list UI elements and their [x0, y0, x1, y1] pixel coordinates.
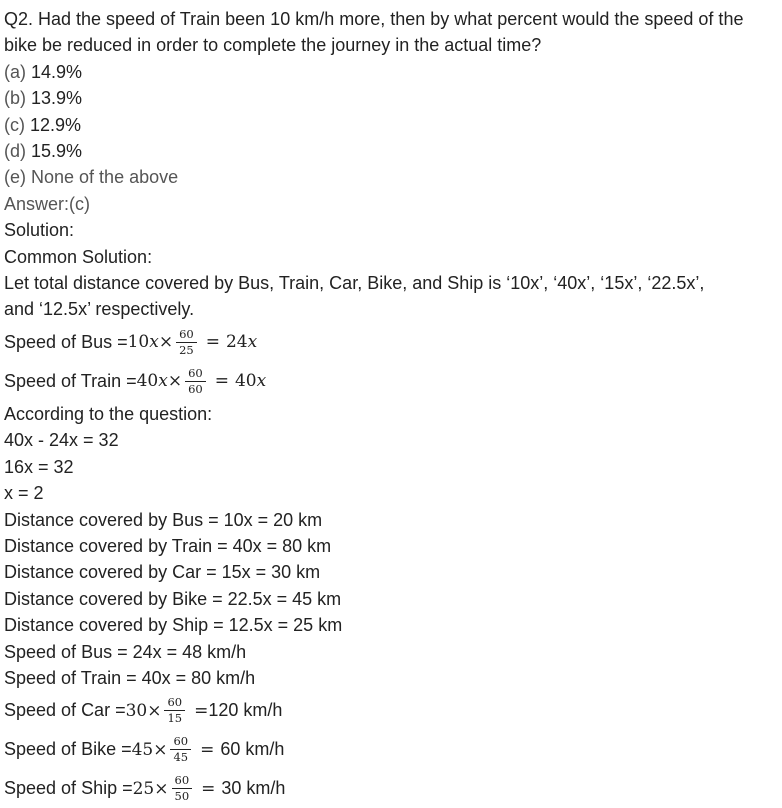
solution-line: Distance covered by Train = 40x = 80 km: [4, 535, 332, 556]
fraction: [164, 696, 185, 725]
option-e: [4, 164, 782, 190]
equals-sign: =: [205, 332, 220, 353]
result-variable: x: [256, 371, 267, 392]
numerator: 60: [185, 367, 206, 382]
solution-line: x = 2: [4, 483, 44, 504]
times-sign: ×: [154, 778, 169, 799]
numerator: 60: [176, 328, 197, 343]
denominator: 50: [174, 789, 190, 804]
option-a: [4, 59, 782, 85]
equation-label: Speed of Bike =: [4, 739, 132, 760]
solution-line: 16x = 32: [4, 456, 74, 477]
option-b: [4, 85, 782, 111]
speed-car-equation: [4, 691, 782, 730]
math-expression: [133, 774, 222, 803]
equals-sign: =: [200, 739, 215, 760]
equation-label: Speed of Ship =: [4, 778, 133, 799]
speed-train-equation: [4, 362, 782, 401]
numerator: 60: [172, 774, 193, 789]
numerator: 60: [170, 735, 191, 750]
speed-ship-equation: [4, 769, 782, 808]
common-solution-heading: Common Solution:: [4, 246, 153, 267]
solution-line: 40x - 24x = 32: [4, 430, 119, 451]
solution-line: Distance covered by Bike = 22.5x = 45 km: [4, 588, 342, 609]
option-letter: (e): [4, 167, 26, 188]
math-expression: [132, 735, 221, 764]
numerator: 60: [164, 696, 185, 711]
denominator: 15: [167, 711, 183, 726]
solution-intro-cont: and ‘12.5x’ respectively.: [4, 299, 195, 320]
equation-label: Speed of Train =: [4, 370, 137, 391]
result-variable: x: [247, 332, 258, 353]
option-letter: (a): [4, 61, 26, 82]
math-expression: [126, 696, 209, 725]
equals-sign: =: [214, 371, 229, 392]
result-coefficient: 40: [234, 371, 257, 392]
times-sign: ×: [153, 739, 168, 760]
solution-line: Distance covered by Bus = 10x = 20 km: [4, 509, 323, 530]
coefficient: 30: [125, 700, 148, 721]
solution-line: According to the question:: [4, 403, 213, 424]
option-letter: (d): [4, 141, 26, 162]
equation-label: Speed of Car =: [4, 700, 126, 721]
solution-line: Speed of Train = 40x = 80 km/h: [4, 667, 256, 688]
option-c: [4, 112, 782, 138]
equation-result: 60 km/h: [220, 739, 285, 760]
option-value: 15.9%: [31, 141, 83, 162]
solution-line: Speed of Bus = 24x = 48 km/h: [4, 641, 247, 662]
equation-label: Speed of Bus =: [4, 331, 128, 352]
fraction: [176, 328, 197, 357]
solution-line: Distance covered by Car = 15x = 30 km: [4, 562, 321, 583]
solution-heading: Solution:: [4, 220, 75, 241]
times-sign: ×: [167, 371, 183, 392]
equals-sign: =: [201, 778, 216, 799]
times-sign: ×: [147, 700, 162, 721]
option-value: 14.9%: [31, 61, 83, 82]
option-value: None of the above: [31, 167, 179, 188]
option-value: 13.9%: [31, 88, 83, 109]
speed-bus-equation: [4, 323, 782, 362]
equation-result: 120 km/h: [208, 700, 283, 721]
option-d: [4, 138, 782, 164]
coefficient: 10: [127, 332, 150, 353]
equation-result: 30 km/h: [221, 778, 286, 799]
coefficient: 25: [132, 778, 155, 799]
option-letter: (c): [4, 114, 25, 135]
fraction: [170, 735, 191, 764]
answer: Answer:(c): [4, 193, 91, 214]
option-letter: (b): [4, 88, 26, 109]
math-expression: [137, 367, 267, 396]
fraction: [172, 774, 193, 803]
result-coefficient: 24: [225, 332, 248, 353]
math-expression: [128, 328, 258, 357]
denominator: 45: [173, 750, 189, 765]
solution-line: Distance covered by Ship = 12.5x = 25 km: [4, 615, 343, 636]
option-value: 12.9%: [30, 114, 82, 135]
speed-bike-equation: [4, 730, 782, 769]
times-sign: ×: [158, 332, 174, 353]
coefficient: 45: [131, 739, 154, 760]
variable: x: [149, 332, 159, 353]
question-text: Q2. Had the speed of Train been 10 km/h more, then by what percent would the speed of the bike be reduced in order to complete the journey in the actual time?: [4, 9, 744, 56]
coefficient: 40: [136, 371, 159, 392]
denominator: 60: [188, 381, 203, 396]
denominator: 25: [179, 342, 194, 357]
variable: x: [158, 371, 168, 392]
solution-intro: Let total distance covered by Bus, Train, Car, Bike, and Ship is ‘10x’, ‘40x’, ‘15x’, ‘22.5x’,: [4, 273, 705, 294]
equals-sign: =: [194, 700, 209, 721]
fraction: [185, 367, 206, 396]
